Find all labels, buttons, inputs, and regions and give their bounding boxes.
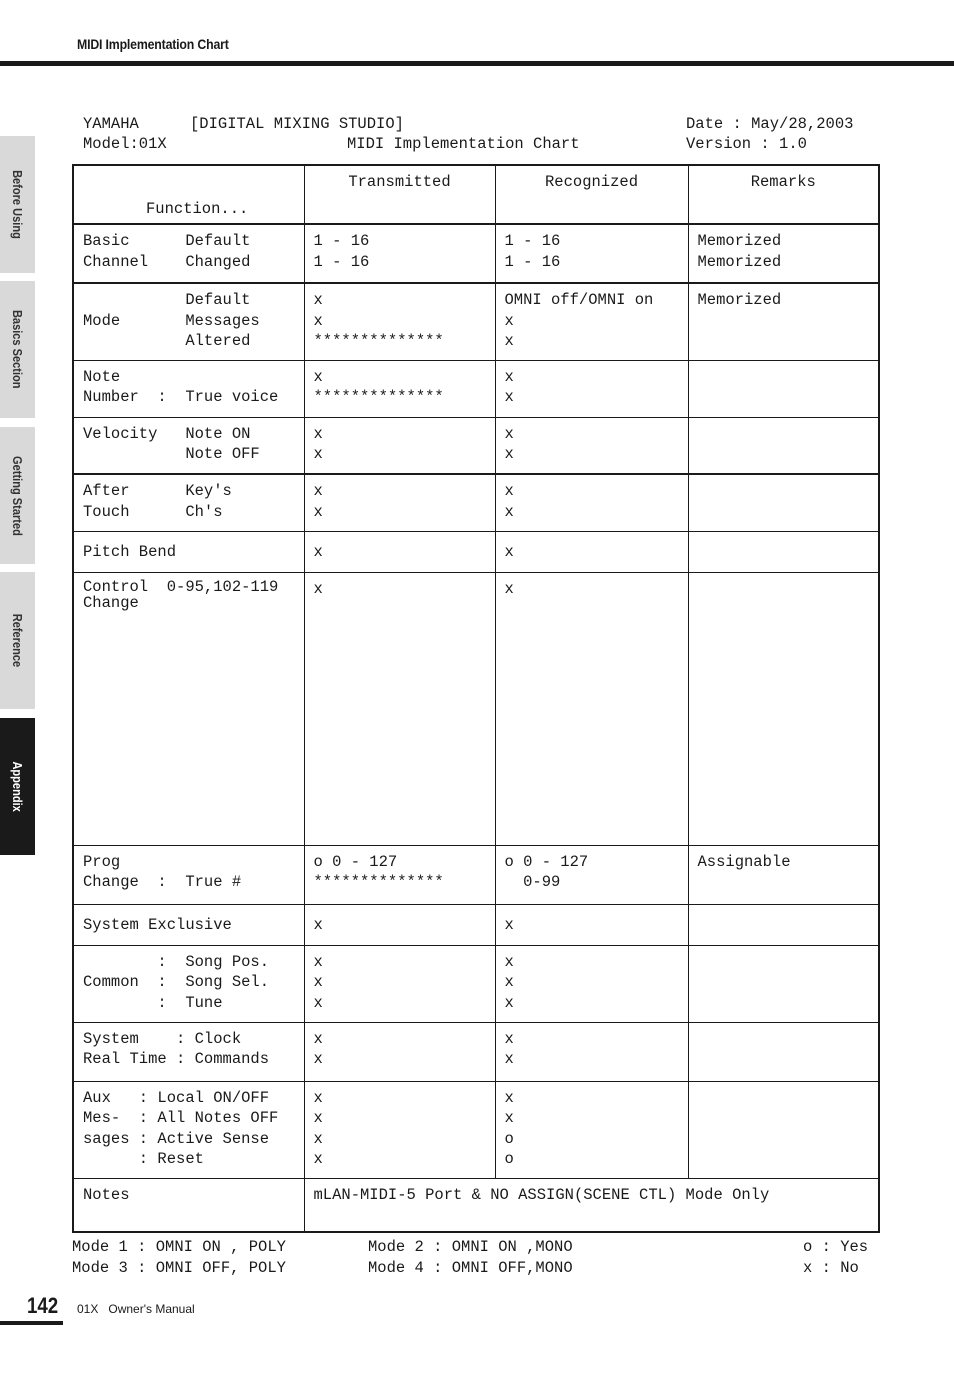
recognized-cell: x x [495,417,688,474]
remarks-cell [688,474,879,531]
recognized-cell: OMNI off/OMNI on x x [495,283,688,360]
legend-no: x : No [803,1259,859,1277]
side-tab-label: Reference [10,613,25,668]
table-row [73,1081,879,1178]
transmitted-cell: x x x [304,945,495,1022]
function-cell: Default Mode Messages Altered [73,283,304,360]
table-row [73,904,879,945]
function-cell: : Song Pos. Common : Song Sel. : Tune [73,945,304,1022]
function-cell: Velocity Note ON Note OFF [73,417,304,474]
transmitted-cell: x x x x [304,1081,495,1178]
recognized-cell: x x o o [495,1081,688,1178]
product-name: [DIGITAL MIXING STUDIO] [190,115,404,133]
recognized-cell: x [495,531,688,572]
side-tab-appendix[interactable] [0,718,35,855]
remarks-cell [688,945,879,1022]
maker-name: YAMAHA [83,115,139,133]
recognized-cell: x x [495,360,688,417]
header-rule [0,61,954,66]
table-row [73,531,879,572]
function-cell: Aux : Local ON/OFF Mes- : All Notes OFF sages : Active Sense : Reset [73,1081,304,1178]
table-row [73,474,879,531]
transmitted-cell: o 0 - 127 ************** [304,845,495,904]
chart-version: Version : 1.0 [686,135,807,153]
remarks-cell: Memorized Memorized [688,224,879,283]
table-row-notes [73,1178,879,1232]
mode-4: Mode 4 : OMNI OFF,MONO [368,1259,573,1277]
side-tab-basics-section[interactable] [0,281,35,418]
function-cell: After Key's Touch Ch's [73,474,304,531]
remarks-cell [688,360,879,417]
transmitted-cell: x [304,904,495,945]
recognized-cell: 1 - 16 1 - 16 [495,224,688,283]
recognized-cell: x [495,904,688,945]
table-row [73,360,879,417]
recognized-cell: x [495,572,688,845]
chart-title: MIDI Implementation Chart [347,135,580,153]
mode-1: Mode 1 : OMNI ON , POLY [72,1238,286,1256]
side-tab-label: Basics Section [10,310,25,389]
remarks-cell [688,1022,879,1081]
function-cell: Basic Default Channel Changed [73,224,304,283]
side-tab-label: Appendix [10,761,25,812]
function-cell: Pitch Bend [73,531,304,572]
remarks-cell [688,904,879,945]
remarks-cell [688,417,879,474]
transmitted-cell: x x [304,417,495,474]
running-header-title: MIDI Implementation Chart [77,36,229,52]
remarks-cell: Assignable [688,845,879,904]
table-row [73,945,879,1022]
side-tab-label: Getting Started [10,455,25,536]
remarks-cell [688,1081,879,1178]
side-tab-before-using[interactable] [0,136,35,273]
transmitted-cell: 1 - 16 1 - 16 [304,224,495,283]
transmitted-cell: x x [304,1022,495,1081]
manual-title: 01X Owner's Manual [77,1302,195,1316]
recognized-cell: x x x [495,945,688,1022]
table-header-row [73,165,879,224]
page-number-rule [0,1321,63,1325]
remarks-cell: Memorized [688,283,879,360]
table-row [73,1022,879,1081]
function-cell: Note Number : True voice [73,360,304,417]
function-cell: System : Clock Real Time : Commands [73,1022,304,1081]
header-function: Function... [73,165,304,224]
table-row [73,572,879,845]
header-recognized: Recognized [495,165,688,224]
header-remarks: Remarks [688,165,879,224]
midi-implementation-table [72,164,880,1233]
mode-2: Mode 2 : OMNI ON ,MONO [368,1238,573,1256]
function-cell: System Exclusive [73,904,304,945]
function-cell: Prog Change : True # [73,845,304,904]
table-row [73,417,879,474]
table-row [73,224,879,283]
recognized-cell: x x [495,474,688,531]
table-row [73,283,879,360]
page-number: 142 [27,1293,59,1318]
recognized-cell: x x [495,1022,688,1081]
legend-yes: o : Yes [803,1238,869,1256]
side-tab-reference[interactable] [0,572,35,709]
mode-3: Mode 3 : OMNI OFF, POLY [72,1259,286,1277]
side-tab-getting-started[interactable] [0,427,35,564]
transmitted-cell: x x ************** [304,283,495,360]
function-cell: Notes [73,1178,304,1232]
transmitted-cell: x [304,572,495,845]
table-row [73,845,879,904]
transmitted-cell: x [304,531,495,572]
transmitted-cell: x x [304,474,495,531]
transmitted-cell: x ************** [304,360,495,417]
function-cell: Control 0-95,102-119 Change [73,572,304,845]
remarks-cell [688,531,879,572]
model-name: Model:01X [83,135,167,153]
header-transmitted: Transmitted [304,165,495,224]
remarks-cell [688,572,879,845]
side-tab-label: Before Using [10,170,25,239]
chart-date: Date : May/28,2003 [686,115,854,133]
recognized-cell: o 0 - 127 0-99 [495,845,688,904]
notes-cell: mLAN-MIDI-5 Port & NO ASSIGN(SCENE CTL) Mode Only [304,1178,879,1232]
